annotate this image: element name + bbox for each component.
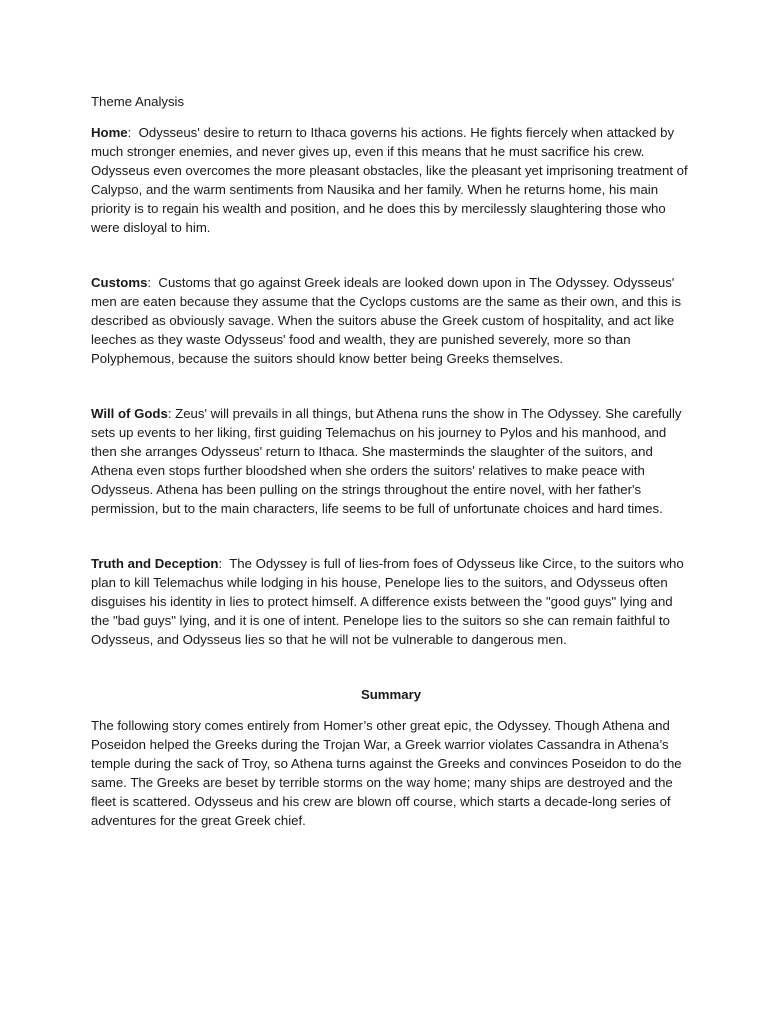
- theme-text: The Odyssey is full of lies-from foes of Odysseus like Circe, to the suitors who plan to kill Telemachus while lodging in his house, Penelope lies to the suitors, and Odysseus often disguises his identity in lies to protect himself. A difference exists between the "good guys" lying and the "bad guys" lying, and it is one of intent. Penelope lies to the suitors so she can remain faithful to Odysseus, and Odysseus lies so that he will not be vulnerable to dangerous men.: [91, 556, 684, 647]
- paragraph-gap: [91, 518, 691, 554]
- paragraph-gap: [91, 368, 691, 404]
- page-title: Theme Analysis: [91, 94, 185, 109]
- theme-paragraph-home: Home: Odysseus' desire to return to Ithaca governs his actions. He fights fiercely when attacked by much stronger enemies, and never gives up, even if this means that he must sacrifice his crew. Odysseus even overcomes the more pleasant obstacles, like the pleasant yet imprisoning treatment of Calypso, and the warm sentiments from Nausika and her family. When he returns home, his main priority is to regain his wealth and position, and he does this by mercilessly slaughtering those who were disloyal to him.: [91, 125, 688, 235]
- theme-term: Will of Gods: [91, 406, 168, 421]
- theme-paragraph-will-of-gods: Will of Gods: Zeus' will prevails in all things, but Athena runs the show in The Odyssey. She carefully sets up events to her liking, first guiding Telemachus on his journey to Pylos and his manhood, and then she arranges Odysseus' return to Ithaca. She masterminds the slaughter of the suitors, and Athena even stops further bloodshed when she orders the suitors' relatives to make peace with Odysseus. Athena has been pulling on the strings throughout the entire novel, with her father's permission, but to the main characters, life seems to be full of unfortunate choices and hard times.: [91, 406, 682, 516]
- theme-paragraph-customs: Customs: Customs that go against Greek ideals are looked down upon in The Odyssey. Odysseus' men are eaten because they assume that the Cyclops customs are the same as their own, and this is described as obviously savage. When the suitors abuse the Greek custom of hospitality, and act like leeches as they waste Odysseus' food and wealth, they are punished severely, more so than Polyphemous, because the suitors should know better being Greeks themselves.: [91, 275, 682, 366]
- summary-paragraph: The following story comes entirely from Homer’s other great epic, the Odyssey. Though Athena and Poseidon helped the Greeks during the Trojan War, a Greek warrior violates Cassandra in Athena’s temple during the sack of Troy, so Athena turns against the Greeks and convinces Poseidon to do the same. The Greeks are beset by terrible storms on the way home; many ships are destroyed and the fleet is scattered. Odysseus and his crew are blown off course, which starts a decade-long series of adventures for the great Greek chief.: [91, 718, 682, 828]
- theme-text: Odysseus' desire to return to Ithaca governs his actions. He fights fiercely when attacked by much stronger enemies, and never gives up, even if this means that he must sacrifice his crew. Odysseus even overcomes the more pleasant obstacles, like the pleasant yet imprisoning treatment of Calypso, and the warm sentiments from Nausika and her family. When he returns home, his main priority is to regain his wealth and position, and he does this by mercilessly slaughtering those who were disloyal to him.: [91, 125, 688, 235]
- theme-paragraph-truth-and-deception: Truth and Deception: The Odyssey is full of lies-from foes of Odysseus like Circe, to the suitors who plan to kill Telemachus while lodging in his house, Penelope lies to the suitors, and Odysseus often disguises his identity in lies to protect himself. A difference exists between the "good guys" lying and the "bad guys" lying, and it is one of intent. Penelope lies to the suitors so she can remain faithful to Odysseus, and Odysseus lies so that he will not be vulnerable to dangerous men.: [91, 556, 684, 647]
- paragraph-gap: [91, 237, 691, 273]
- summary-heading: Summary: [360, 687, 422, 702]
- theme-term: Customs: [91, 275, 148, 290]
- theme-term: Truth and Deception: [91, 556, 219, 571]
- theme-text: Customs that go against Greek ideals are looked down upon in The Odyssey. Odysseus' men are eaten because they assume that the Cyclops customs are the same as their own, and this is described as obviously savage. When the suitors abuse the Greek custom of hospitality, and act like leeches as they waste Odysseus' food and wealth, they are punished severely, more so than Polyphemous, because the suitors should know better being Greeks themselves.: [91, 275, 682, 366]
- theme-term: Home: [91, 125, 128, 140]
- theme-text: Zeus' will prevails in all things, but Athena runs the show in The Odyssey. She carefully sets up events to her liking, first guiding Telemachus on his journey to Pylos and his manhood, and then she arranges Odysseus' return to Ithaca. She masterminds the slaughter of the suitors, and Athena even stops further bloodshed when she orders the suitors' relatives to make peace with Odysseus. Athena has been pulling on the strings throughout the entire novel, with her father's permission, but to the main characters, life seems to be full of unfortunate choices and hard times.: [91, 406, 682, 516]
- document-page: [91, 92, 691, 830]
- paragraph-gap: [91, 649, 691, 685]
